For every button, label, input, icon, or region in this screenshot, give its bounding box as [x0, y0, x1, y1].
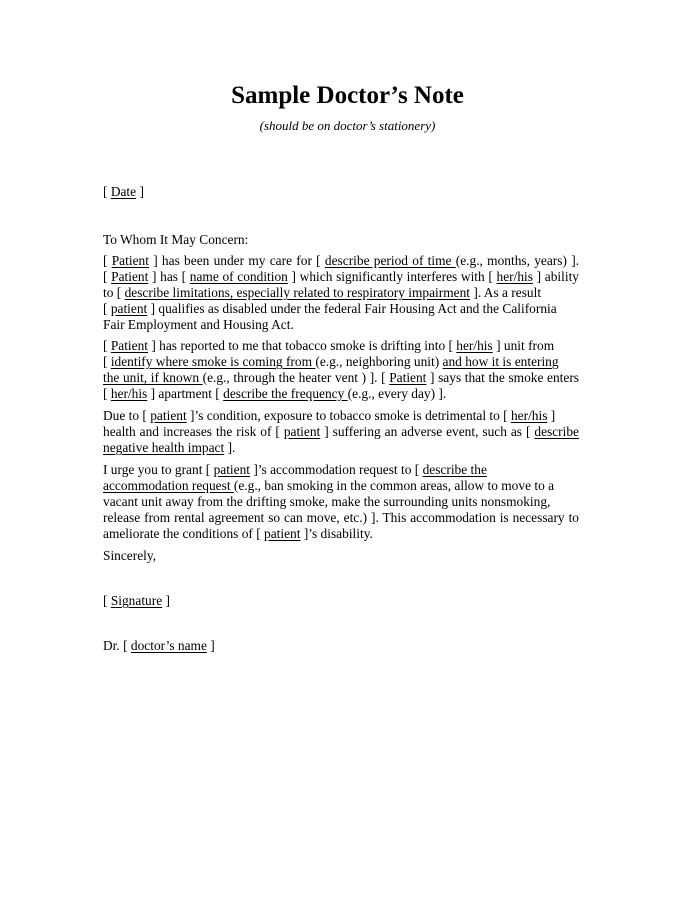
text-segment: [: [103, 301, 111, 316]
placeholder-field: negative health impact: [103, 440, 225, 455]
paragraph-line: [103, 301, 579, 317]
text-segment: ] suffering an adverse event, such as [: [320, 424, 535, 439]
text-segment: ] has [: [148, 269, 190, 284]
paragraph-line: [103, 269, 579, 285]
text-segment: I urge you to grant [: [103, 462, 214, 477]
paragraph-line: [103, 510, 579, 526]
placeholder-field: describe the: [422, 462, 487, 477]
paragraph-line: [103, 338, 579, 354]
text-segment: vacant unit away from the drifting smoke, make the surrounding units nonsmoking,: [103, 494, 551, 509]
text-segment: [: [103, 269, 112, 284]
text-segment: (e.g., months, years) ].: [455, 253, 580, 268]
text-segment: ]’s accommodation request to [: [250, 462, 423, 477]
text-segment: Fair Employment and Housing Act.: [103, 317, 294, 332]
text-segment: [: [103, 386, 111, 401]
paragraph-line: [103, 285, 579, 301]
text-segment: ] says that the smoke enters: [426, 370, 579, 385]
placeholder-field: accommodation request: [103, 478, 234, 493]
salutation: To Whom It May Concern:: [103, 232, 249, 247]
placeholder-field: patient: [213, 462, 251, 477]
placeholder-field: Patient: [110, 338, 149, 353]
placeholder-field: her/his: [110, 386, 148, 401]
text-segment: [: [103, 338, 111, 353]
placeholder-field: name of condition: [189, 269, 288, 284]
paragraph-line: [103, 462, 579, 478]
text-segment: ] ability: [532, 269, 579, 284]
text-segment: ] apartment [: [147, 386, 224, 401]
text-segment: ] has been under my care for [: [148, 253, 325, 268]
text-segment: [: [103, 354, 111, 369]
text-segment: [: [103, 184, 111, 199]
text-segment: Due to [: [103, 408, 151, 423]
closing: Sincerely,: [103, 548, 157, 563]
text-segment: release from rental agreement so can move, etc.) ]. This accommodation is necessary to: [103, 510, 579, 525]
placeholder-field: patient: [283, 424, 321, 439]
placeholder-field: Patient: [389, 370, 427, 385]
text-segment: ] unit from: [492, 338, 555, 353]
paragraph-line: [103, 317, 579, 333]
signature-line: [103, 593, 579, 609]
placeholder-field: patient: [110, 301, 148, 316]
paragraph-line: [103, 478, 579, 494]
placeholder-field: her/his: [456, 338, 493, 353]
text-segment: [: [103, 593, 111, 608]
placeholder-field: Patient: [111, 253, 149, 268]
text-segment: (e.g., every day) ].: [347, 386, 447, 401]
page-subtitle: (should be on doctor’s stationery): [259, 118, 436, 133]
text-segment: ] has reported to me that tobacco smoke is drifting into [: [148, 338, 457, 353]
doctor-name-field: doctor’s name: [130, 638, 207, 653]
placeholder-field: identify where smoke is coming from: [110, 354, 316, 369]
page-title: Sample Doctor’s Note: [231, 82, 464, 109]
signature-field: Signature: [110, 593, 163, 608]
text-segment: ameliorate the conditions of [: [103, 526, 265, 541]
text-segment: ]’s disability.: [300, 526, 373, 541]
date-field: Date: [110, 184, 137, 199]
text-segment: ]: [136, 184, 144, 199]
paragraph-line: [103, 424, 579, 440]
paragraph-line: [103, 526, 579, 542]
text-segment: (e.g., ban smoking in the common areas, allow to move to a: [233, 478, 555, 493]
placeholder-field: the unit, if known: [103, 370, 203, 385]
text-segment: ] qualifies as disabled under the federal Fair Housing Act and the California: [147, 301, 557, 316]
placeholder-field: patient: [264, 526, 301, 541]
paragraph-line: [103, 370, 579, 386]
text-segment: ]’s condition, exposure to tobacco smoke is detrimental to [: [186, 408, 511, 423]
paragraph-line: [103, 253, 579, 269]
text-segment: Dr. [: [103, 638, 131, 653]
paragraph-line: [103, 408, 579, 424]
text-segment: health and increases the risk of [: [103, 424, 284, 439]
paragraph-line: [103, 494, 579, 510]
placeholder-field: describe the frequency: [223, 386, 348, 401]
text-segment: ]: [206, 638, 215, 653]
placeholder-field: describe: [534, 424, 579, 439]
text-segment: (e.g., neighboring unit): [315, 354, 443, 369]
placeholder-field: her/his: [496, 269, 533, 284]
text-segment: (e.g., through the heater vent ) ]. [: [202, 370, 390, 385]
text-segment: to [: [103, 285, 125, 300]
paragraph-line: [103, 440, 579, 456]
doctor-name-line: [103, 638, 579, 654]
text-segment: ]: [162, 593, 170, 608]
text-segment: ] which significantly interferes with [: [287, 269, 497, 284]
placeholder-field: and how it is entering: [442, 354, 559, 369]
placeholder-field: her/his: [510, 408, 548, 423]
placeholder-field: Patient: [111, 269, 149, 284]
text-segment: ]. As a result: [470, 285, 542, 300]
text-segment: [: [103, 253, 112, 268]
placeholder-field: describe period of time: [324, 253, 456, 268]
date-line: [103, 184, 579, 200]
text-segment: ]: [547, 408, 556, 423]
paragraph-line: [103, 386, 579, 402]
paragraph-line: [103, 354, 579, 370]
text-segment: ].: [224, 440, 236, 455]
placeholder-field: patient: [150, 408, 187, 423]
placeholder-field: describe limitations, especially related to respiratory impairment: [124, 285, 471, 300]
